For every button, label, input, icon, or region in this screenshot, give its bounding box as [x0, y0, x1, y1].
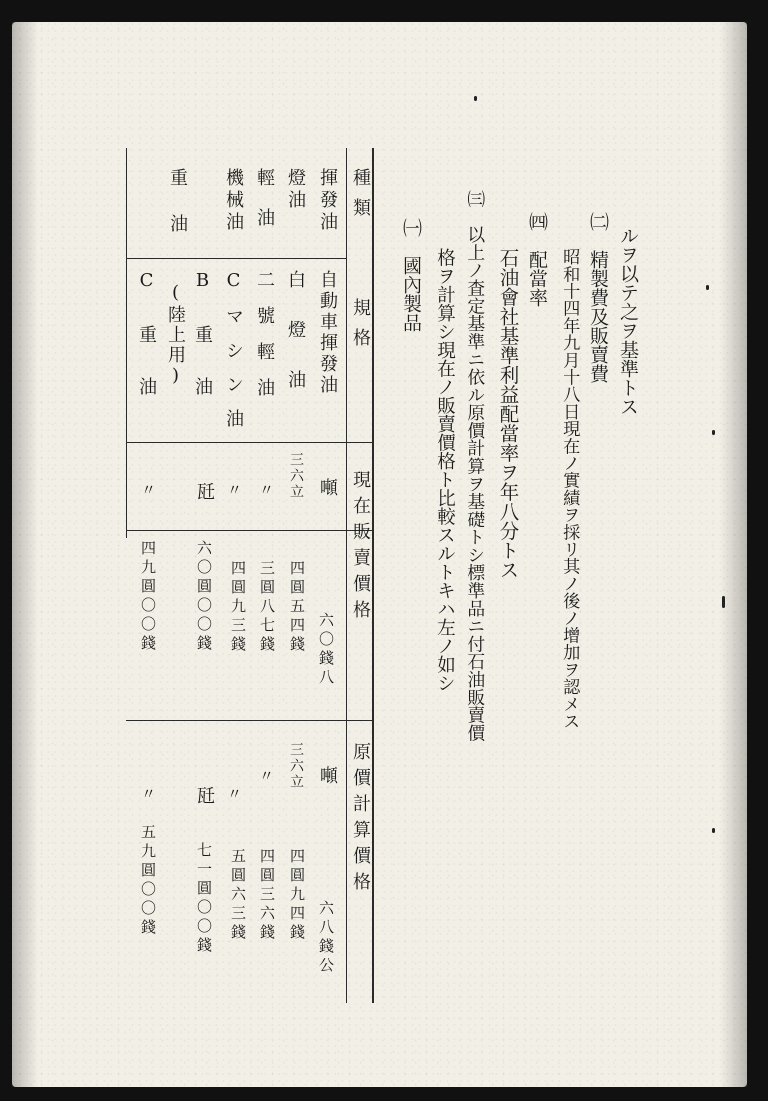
row-spec-heavy-oil-b: B重油 [192, 270, 213, 429]
current-yen-heavy-oil-b: 六〇圓〇〇錢 [195, 540, 213, 654]
table-divider-header [346, 148, 347, 1003]
current-unit-gasoline: 三六立 [288, 452, 304, 500]
row-spec-heavy-oil-c: C重油 [136, 270, 157, 429]
row-spec-gasoil: 二號輕油 [254, 270, 275, 414]
current-unit-heavy-oil-b: 瓩 [194, 482, 215, 512]
row-spec-land-use: (陸上用) [165, 282, 186, 388]
row-type-machine-oil: 機械油 [223, 168, 244, 234]
page-shadow-left [12, 22, 38, 1087]
table-row-line-2 [126, 530, 374, 531]
row-spec-kerosene: 白燈油 [285, 270, 306, 420]
text-line-3: 昭和十四年九月十八日現在ノ實績ヲ採リ其ノ後ノ增加ヲ認メス [559, 248, 580, 730]
cost-unit-kerosene: 〃 [257, 768, 275, 795]
header-cost-price: 原價計算價格 [350, 742, 371, 898]
table-border-right [372, 148, 374, 1003]
row-spec-machine-oil: Cマシン油 [223, 270, 244, 443]
table-row-line-1 [126, 442, 374, 443]
header-type: 種類 [350, 168, 371, 228]
current-qty-gasoline: 噸 [317, 478, 338, 508]
text-line-6: ㈢ 以上ノ査定基準ニ依ル原價計算ヲ基礎トシ標準品ニ付石油販賣價 [464, 190, 486, 742]
text-line-4: ㈣ 配當率 [526, 212, 548, 307]
cost-yen-kerosene: 四圓三六錢 [258, 848, 276, 943]
cost-unit-heavy-oil-c: 〃 [139, 786, 157, 813]
cost-yen-heavy-oil-b: 七一圓〇〇錢 [195, 842, 213, 956]
current-yen-gasoline: 四圓五四錢 [288, 560, 306, 655]
text-line-8: ㈠ 國內製品 [400, 218, 422, 332]
cost-yen-heavy-oil-c: 五九圓〇〇錢 [139, 824, 157, 938]
current-unit-machine-oil: 〃 [225, 482, 243, 509]
row-type-gasoil: 輕油 [254, 168, 275, 248]
cost-unit-heavy-oil-b: 瓩 [194, 786, 215, 816]
current-yen-gasoil: 四圓九三錢 [229, 560, 247, 655]
header-current-price: 現在販賣價格 [350, 470, 371, 626]
current-yen-kerosene: 三圓八七錢 [258, 560, 276, 655]
page-shadow-right [720, 22, 747, 1087]
cost-qty-gasoline: 噸 [317, 766, 338, 796]
scan-speck [722, 596, 725, 608]
row-type-heavy-oil: 重油 [167, 168, 188, 260]
scan-speck [712, 430, 715, 435]
table-row-line-top [126, 258, 346, 259]
row-spec-gasoline: 自動車揮發油 [317, 270, 338, 396]
scan-speck [712, 828, 715, 833]
table-left-border [126, 148, 127, 538]
document-page [12, 22, 747, 1087]
row-type-gasoline: 揮發油 [317, 168, 338, 234]
header-spec: 規格 [350, 298, 371, 358]
cost-unit-gasoline: 三六立 [288, 742, 304, 790]
current-price-gasoline: 六〇錢八 [317, 612, 335, 688]
current-unit-kerosene: 〃 [257, 482, 275, 509]
current-unit-heavy-oil-c: 〃 [139, 482, 157, 509]
table-row-line-3 [126, 720, 374, 721]
text-line-1: ルヲ以テ之ヲ基準トス [617, 226, 639, 416]
text-line-5: 石油會社基準利益配當率ヲ年八分トス [496, 248, 520, 580]
cost-unit-machine-oil: 〃 [225, 786, 243, 813]
scan-speck [706, 285, 709, 290]
cost-yen-gasoline: 四圓九四錢 [288, 848, 306, 943]
row-type-kerosene: 燈油 [285, 168, 306, 212]
cost-yen-gasoil: 五圓六三錢 [229, 848, 247, 943]
text-line-2: ㈡ 精製費及販賣費 [587, 212, 609, 383]
cost-price-gasoline: 六八錢公 [317, 900, 335, 976]
text-line-7: 格ヲ計算シ現在ノ販賣價格ト比較スルトキハ左ノ如シ [434, 248, 456, 692]
current-yen-heavy-oil-c: 四九圓〇〇錢 [139, 540, 157, 654]
scan-speck [474, 96, 477, 101]
